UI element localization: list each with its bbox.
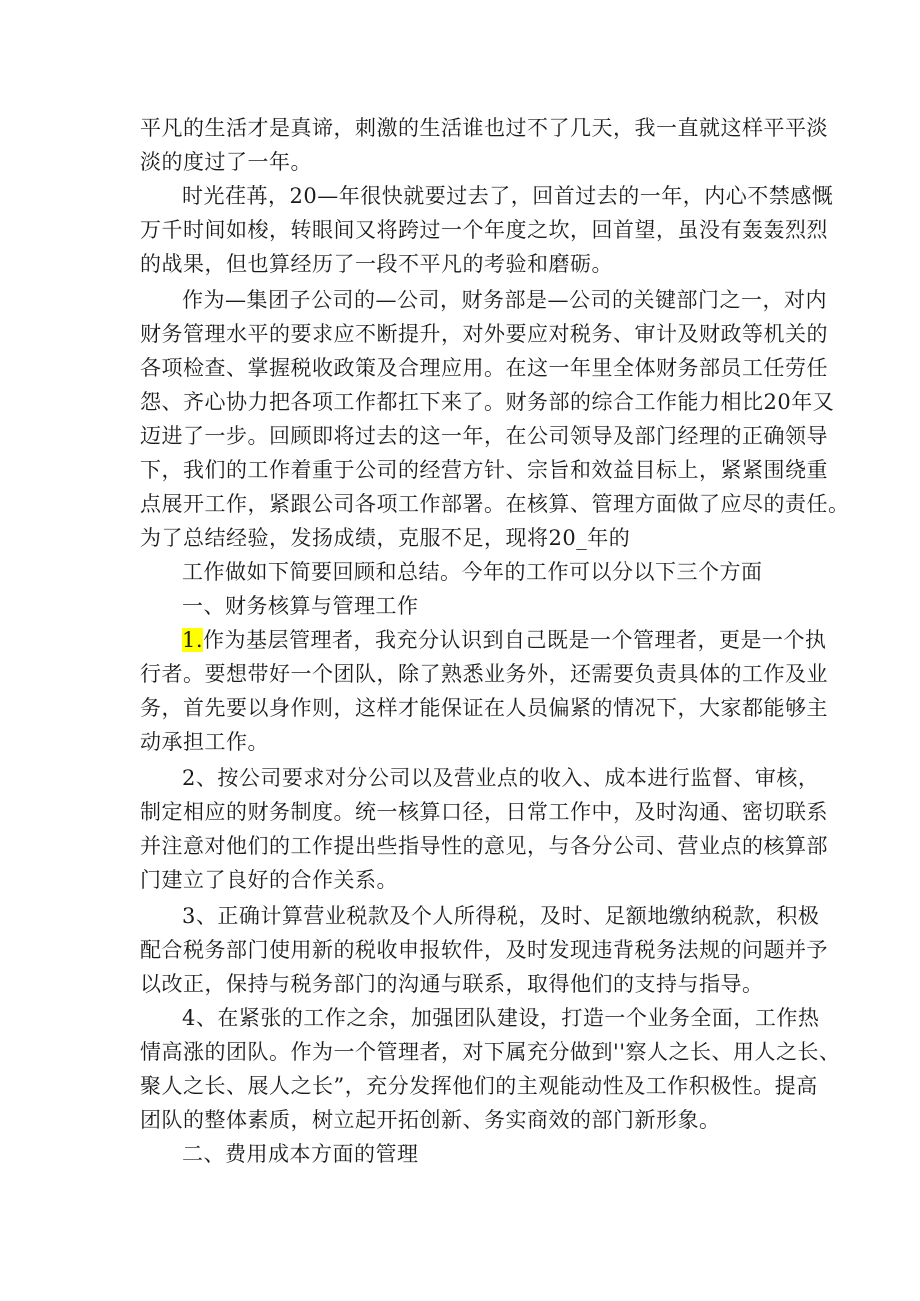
- text-line: 下，我们的工作着重于公司的经营方针、宗旨和效益目标上，紧紧围绕重: [140, 458, 828, 482]
- text-line: 团队的整体素质，树立起开拓创新、务实商效的部门新形象。: [140, 1108, 721, 1132]
- text-line: 并注意对他们的工作提出些指导性的意见，与各分公司、营业点的核算部: [140, 834, 828, 858]
- text-line: 门建立了良好的合作关系。: [140, 868, 398, 892]
- text-line: 财务管理水平的要求应不断提升，对外要应对税务、审计及财政等机关的: [140, 322, 828, 346]
- text-line: 作为基层管理者，我充分认识到自己既是一个管理者，更是一个执: [203, 628, 827, 652]
- text-line: 动承担工作。: [140, 730, 269, 754]
- text-line: 怨、齐心协力把各项工作都扛下来了。财务部的综合工作能力相比20年又: [140, 390, 835, 414]
- text-line: 4、在紧张的工作之余，加强团队建设，打造一个业务全面，工作热: [182, 1006, 820, 1030]
- text-line: 制定相应的财务制度。统一核算口径，日常工作中，及时沟通、密切联系: [140, 800, 828, 824]
- text-line: 淡的度过了一年。: [140, 150, 312, 174]
- text-line: 为了总结经验，发扬成绩，克服不足，现将20_年的: [140, 526, 631, 550]
- text-line: 情高涨的团队。作为一个管理者，对下属充分做到''察人之长、用人之长、: [140, 1040, 841, 1064]
- text-line: 2、按公司要求对分公司以及营业点的收入、成本进行监督、审核，: [182, 766, 820, 790]
- text-line: 时光荏苒，20—年很快就要过去了，回首过去的一年，内心不禁感慨: [182, 184, 834, 208]
- text-line: 聚人之长、展人之长”，充分发挥他们的主观能动性及工作积极性。提高: [140, 1074, 818, 1098]
- text-line: 的战果，但也算经历了一段不平凡的考验和磨砺。: [140, 252, 613, 276]
- text-line: 工作做如下简要回顾和总结。今年的工作可以分以下三个方面: [182, 560, 763, 584]
- text-line: 万千时间如梭，转眼间又将跨过一个年度之坎，回首望，虽没有轰轰烈烈: [140, 218, 828, 242]
- text-line: 务，首先要以身作则，这样才能保证在人员偏紧的情况下，大家都能够主: [140, 696, 828, 720]
- text-line: 配合税务部门使用新的税收申报软件，及时发现违背税务法规的问题并予: [140, 938, 828, 962]
- section-heading: 二、费用成本方面的管理: [182, 1142, 419, 1166]
- text-line: 平凡的生活才是真谛，刺激的生活谁也过不了几天，我一直就这样平平淡: [140, 116, 828, 140]
- list-marker-highlight: 1.: [182, 628, 204, 652]
- text-line: 迈进了一步。回顾即将过去的这一年，在公司领导及部门经理的正确领导: [140, 424, 828, 448]
- section-heading: 一、财务核算与管理工作: [182, 594, 419, 618]
- text-line: 作为—集团子公司的—公司，财务部是—公司的关键部门之一，对内: [182, 288, 827, 312]
- text-line: 点展开工作，紧跟公司各项工作部署。在核算、管理方面做了应尽的责任。: [140, 492, 850, 516]
- text-line: 各项检查、掌握税收政策及合理应用。在这一年里全体财务部员工任劳任: [140, 356, 828, 380]
- text-line: 以改正，保持与税务部门的沟通与联系，取得他们的支持与指导。: [140, 972, 764, 996]
- text-line: 行者。要想带好一个团队，除了熟悉业务外，还需要负责具体的工作及业: [140, 662, 828, 686]
- text-line: 3、正确计算营业税款及个人所得税，及时、足额地缴纳税款，积极: [182, 904, 820, 928]
- list-item-1: [182, 626, 827, 654]
